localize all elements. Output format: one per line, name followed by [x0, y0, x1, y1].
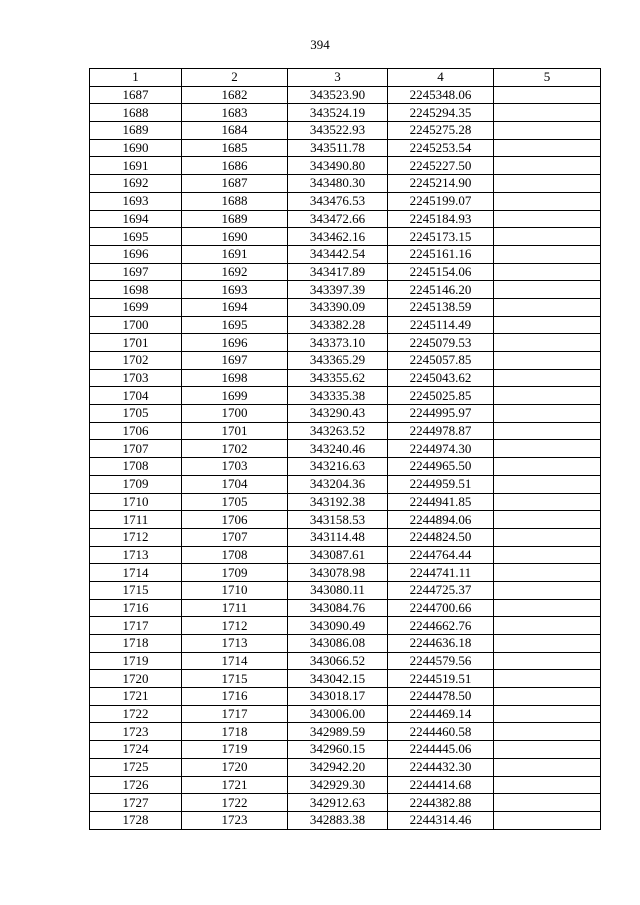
- table-cell: 1718: [90, 635, 182, 653]
- table-cell: 1704: [90, 387, 182, 405]
- table-cell: 1717: [182, 705, 288, 723]
- table-cell: [494, 723, 601, 741]
- table-cell: 343114.48: [288, 528, 388, 546]
- table-row: [90, 564, 601, 582]
- table-cell: [494, 281, 601, 299]
- table-cell: [494, 369, 601, 387]
- table-cell: [494, 210, 601, 228]
- table-cell: [494, 228, 601, 246]
- table-row: [90, 334, 601, 352]
- table-row: [90, 458, 601, 476]
- table-cell: [494, 422, 601, 440]
- table-cell: 1707: [90, 440, 182, 458]
- table-cell: 1704: [182, 475, 288, 493]
- table-cell: 343066.52: [288, 652, 388, 670]
- table-cell: 1685: [182, 139, 288, 157]
- table-row: [90, 157, 601, 175]
- table-cell: 343490.80: [288, 157, 388, 175]
- table-cell: 1713: [182, 635, 288, 653]
- table-cell: 1720: [90, 670, 182, 688]
- table-cell: 2245154.06: [388, 263, 494, 281]
- table-cell: 1691: [182, 245, 288, 263]
- table-cell: 342960.15: [288, 741, 388, 759]
- table-row: [90, 794, 601, 812]
- table-cell: 1708: [182, 546, 288, 564]
- table-cell: 1722: [182, 794, 288, 812]
- table-cell: 2245057.85: [388, 352, 494, 370]
- table-cell: [494, 705, 601, 723]
- table-cell: 2244445.06: [388, 741, 494, 759]
- table-cell: 2245161.16: [388, 245, 494, 263]
- table-cell: [494, 546, 601, 564]
- table-cell: 1711: [182, 599, 288, 617]
- table-cell: 343365.29: [288, 352, 388, 370]
- table-cell: [494, 387, 601, 405]
- table-row: [90, 581, 601, 599]
- table-cell: [494, 794, 601, 812]
- table-cell: 1719: [90, 652, 182, 670]
- table-cell: 1700: [90, 316, 182, 334]
- table-cell: 2245079.53: [388, 334, 494, 352]
- table-row: [90, 316, 601, 334]
- table-cell: 1689: [182, 210, 288, 228]
- table-cell: 1706: [182, 511, 288, 529]
- table-cell: 1707: [182, 528, 288, 546]
- table-row: [90, 139, 601, 157]
- table-cell: 2244995.97: [388, 405, 494, 423]
- table-cell: 343018.17: [288, 688, 388, 706]
- table-cell: 2245184.93: [388, 210, 494, 228]
- table-cell: 2245294.35: [388, 104, 494, 122]
- column-header: 5: [494, 69, 601, 87]
- table-cell: 343158.53: [288, 511, 388, 529]
- table-cell: 1719: [182, 741, 288, 759]
- table-cell: 1702: [90, 352, 182, 370]
- table-cell: 1696: [90, 245, 182, 263]
- table-cell: 342942.20: [288, 758, 388, 776]
- table-cell: 1694: [182, 298, 288, 316]
- table-cell: 1698: [182, 369, 288, 387]
- table-row: [90, 635, 601, 653]
- table-cell: [494, 776, 601, 794]
- table-cell: 1701: [90, 334, 182, 352]
- table-cell: 1708: [90, 458, 182, 476]
- table-cell: 2244519.51: [388, 670, 494, 688]
- table-cell: [494, 139, 601, 157]
- table-row: [90, 705, 601, 723]
- table-cell: 1725: [90, 758, 182, 776]
- table-row: [90, 493, 601, 511]
- column-header: 2: [182, 69, 288, 87]
- table-row: [90, 528, 601, 546]
- table-cell: 2245253.54: [388, 139, 494, 157]
- table-cell: 1682: [182, 86, 288, 104]
- table-cell: 1726: [90, 776, 182, 794]
- table-row: [90, 422, 601, 440]
- table-row: [90, 86, 601, 104]
- table-row: [90, 741, 601, 759]
- table-cell: 1717: [90, 617, 182, 635]
- table-cell: 1723: [90, 723, 182, 741]
- table-cell: 343522.93: [288, 122, 388, 140]
- table-cell: 1705: [182, 493, 288, 511]
- table-cell: 342929.30: [288, 776, 388, 794]
- table-row: [90, 475, 601, 493]
- table-cell: 2245043.62: [388, 369, 494, 387]
- table-row: [90, 440, 601, 458]
- table-row: [90, 387, 601, 405]
- table-cell: [494, 405, 601, 423]
- table-cell: 343462.16: [288, 228, 388, 246]
- table-cell: 2245214.90: [388, 175, 494, 193]
- table-cell: 343204.36: [288, 475, 388, 493]
- table-cell: 1703: [182, 458, 288, 476]
- table-cell: 1710: [182, 581, 288, 599]
- table-row: [90, 405, 601, 423]
- table-cell: [494, 758, 601, 776]
- table-row: [90, 723, 601, 741]
- table-cell: 342883.38: [288, 811, 388, 829]
- table-cell: 343355.62: [288, 369, 388, 387]
- table-row: [90, 245, 601, 263]
- table-cell: 2244314.46: [388, 811, 494, 829]
- table-row: [90, 688, 601, 706]
- table-cell: 2244725.37: [388, 581, 494, 599]
- table-row: [90, 263, 601, 281]
- table-cell: 1697: [182, 352, 288, 370]
- table-cell: 2244978.87: [388, 422, 494, 440]
- table-cell: 1714: [90, 564, 182, 582]
- table-cell: [494, 263, 601, 281]
- table-cell: 1715: [182, 670, 288, 688]
- table-cell: 1705: [90, 405, 182, 423]
- coordinates-table: [89, 68, 601, 830]
- table-cell: 343523.90: [288, 86, 388, 104]
- table-cell: [494, 688, 601, 706]
- table-cell: 343390.09: [288, 298, 388, 316]
- table-cell: 1691: [90, 157, 182, 175]
- table-row: [90, 758, 601, 776]
- table-row: [90, 617, 601, 635]
- table-cell: 1728: [90, 811, 182, 829]
- table-cell: [494, 493, 601, 511]
- table-cell: 1712: [182, 617, 288, 635]
- table-cell: 2245025.85: [388, 387, 494, 405]
- table-cell: 1709: [90, 475, 182, 493]
- table-cell: 2245173.15: [388, 228, 494, 246]
- column-header: 3: [288, 69, 388, 87]
- table-cell: 1699: [90, 298, 182, 316]
- table-cell: 1703: [90, 369, 182, 387]
- table-row: [90, 599, 601, 617]
- table-cell: 343042.15: [288, 670, 388, 688]
- table-cell: [494, 334, 601, 352]
- table-row: [90, 281, 601, 299]
- table-cell: 1706: [90, 422, 182, 440]
- table-row: [90, 776, 601, 794]
- table-cell: 1688: [182, 192, 288, 210]
- table-row: [90, 546, 601, 564]
- table-cell: 1689: [90, 122, 182, 140]
- table-cell: [494, 670, 601, 688]
- table-cell: 343192.38: [288, 493, 388, 511]
- table-row: [90, 298, 601, 316]
- table-cell: 2244974.30: [388, 440, 494, 458]
- table-cell: 1700: [182, 405, 288, 423]
- table-cell: 2245227.50: [388, 157, 494, 175]
- table-row: [90, 228, 601, 246]
- table-cell: 343263.52: [288, 422, 388, 440]
- table-cell: 2244700.66: [388, 599, 494, 617]
- table-cell: 1683: [182, 104, 288, 122]
- table-cell: [494, 635, 601, 653]
- table-cell: 1715: [90, 581, 182, 599]
- table-row: [90, 175, 601, 193]
- table-cell: 1721: [182, 776, 288, 794]
- table-cell: 2244460.58: [388, 723, 494, 741]
- table-cell: 1688: [90, 104, 182, 122]
- table-cell: 2244741.11: [388, 564, 494, 582]
- table-cell: [494, 475, 601, 493]
- table-cell: 343476.53: [288, 192, 388, 210]
- table-cell: 343524.19: [288, 104, 388, 122]
- table-cell: 1690: [90, 139, 182, 157]
- table-cell: [494, 192, 601, 210]
- table-cell: 1720: [182, 758, 288, 776]
- table-cell: 1687: [90, 86, 182, 104]
- table-cell: 343442.54: [288, 245, 388, 263]
- table-cell: 1709: [182, 564, 288, 582]
- table-cell: 1699: [182, 387, 288, 405]
- table-cell: 2245138.59: [388, 298, 494, 316]
- table-cell: 1711: [90, 511, 182, 529]
- table-cell: 1696: [182, 334, 288, 352]
- table-cell: [494, 352, 601, 370]
- table-cell: 2244636.18: [388, 635, 494, 653]
- table-cell: 1695: [90, 228, 182, 246]
- table-row: [90, 670, 601, 688]
- table-cell: 1714: [182, 652, 288, 670]
- table-cell: 2244414.68: [388, 776, 494, 794]
- table-cell: 343335.38: [288, 387, 388, 405]
- table-cell: 343417.89: [288, 263, 388, 281]
- table-cell: 1698: [90, 281, 182, 299]
- table-cell: 1724: [90, 741, 182, 759]
- table-cell: 1692: [182, 263, 288, 281]
- table-cell: 2244824.50: [388, 528, 494, 546]
- column-header: 1: [90, 69, 182, 87]
- table-cell: [494, 458, 601, 476]
- table-cell: 1727: [90, 794, 182, 812]
- table-cell: 343006.00: [288, 705, 388, 723]
- table-cell: 1710: [90, 493, 182, 511]
- table-cell: 342912.63: [288, 794, 388, 812]
- table-cell: 2244478.50: [388, 688, 494, 706]
- table-cell: 1693: [182, 281, 288, 299]
- table-cell: 1686: [182, 157, 288, 175]
- table-cell: 343382.28: [288, 316, 388, 334]
- table-cell: 343511.78: [288, 139, 388, 157]
- table-row: [90, 652, 601, 670]
- table-cell: 1721: [90, 688, 182, 706]
- table-cell: [494, 157, 601, 175]
- table-row: [90, 352, 601, 370]
- table-cell: 1694: [90, 210, 182, 228]
- table-row: [90, 104, 601, 122]
- table-cell: 343080.11: [288, 581, 388, 599]
- table-row: [90, 192, 601, 210]
- table-cell: 1718: [182, 723, 288, 741]
- table-row: [90, 511, 601, 529]
- table-cell: 1697: [90, 263, 182, 281]
- table-cell: 1716: [182, 688, 288, 706]
- table-cell: 2244579.56: [388, 652, 494, 670]
- table-cell: 1693: [90, 192, 182, 210]
- table-header-row: [90, 69, 601, 87]
- table-body: [90, 86, 601, 829]
- table-cell: 1690: [182, 228, 288, 246]
- table-cell: 1692: [90, 175, 182, 193]
- table-cell: 1722: [90, 705, 182, 723]
- table-cell: 1684: [182, 122, 288, 140]
- table-cell: 343397.39: [288, 281, 388, 299]
- table-cell: 2245199.07: [388, 192, 494, 210]
- table-cell: 343472.66: [288, 210, 388, 228]
- table-cell: 1713: [90, 546, 182, 564]
- table-cell: 1723: [182, 811, 288, 829]
- table-cell: 343090.49: [288, 617, 388, 635]
- table-cell: 2245275.28: [388, 122, 494, 140]
- table-row: [90, 811, 601, 829]
- table-cell: 343086.08: [288, 635, 388, 653]
- table-cell: 2244894.06: [388, 511, 494, 529]
- table-cell: 343480.30: [288, 175, 388, 193]
- table-cell: [494, 811, 601, 829]
- table-cell: [494, 511, 601, 529]
- table-cell: 1712: [90, 528, 182, 546]
- table-cell: 343087.61: [288, 546, 388, 564]
- table-row: [90, 210, 601, 228]
- table-cell: [494, 528, 601, 546]
- table-cell: 2244965.50: [388, 458, 494, 476]
- table-cell: 2244941.85: [388, 493, 494, 511]
- table-cell: [494, 175, 601, 193]
- table-cell: 2245348.06: [388, 86, 494, 104]
- table-cell: [494, 316, 601, 334]
- table-row: [90, 122, 601, 140]
- table-cell: 1701: [182, 422, 288, 440]
- table-cell: 2244382.88: [388, 794, 494, 812]
- table-cell: [494, 245, 601, 263]
- table-cell: [494, 440, 601, 458]
- table-cell: 1716: [90, 599, 182, 617]
- table-cell: 2244959.51: [388, 475, 494, 493]
- table-cell: 343240.46: [288, 440, 388, 458]
- table-cell: [494, 741, 601, 759]
- table-row: [90, 369, 601, 387]
- table-cell: 2244764.44: [388, 546, 494, 564]
- table-cell: [494, 564, 601, 582]
- table-cell: 343084.76: [288, 599, 388, 617]
- table-cell: [494, 104, 601, 122]
- table-cell: 2244662.76: [388, 617, 494, 635]
- table-cell: [494, 599, 601, 617]
- table-cell: 1695: [182, 316, 288, 334]
- table-cell: 2244432.30: [388, 758, 494, 776]
- page-number: 394: [310, 37, 330, 52]
- table-cell: 343290.43: [288, 405, 388, 423]
- table-cell: [494, 617, 601, 635]
- table-cell: [494, 122, 601, 140]
- table-cell: 1687: [182, 175, 288, 193]
- table-cell: 2244469.14: [388, 705, 494, 723]
- table-cell: 343373.10: [288, 334, 388, 352]
- table-cell: 343078.98: [288, 564, 388, 582]
- table-cell: 343216.63: [288, 458, 388, 476]
- table-cell: [494, 652, 601, 670]
- table-cell: 1702: [182, 440, 288, 458]
- table-cell: [494, 581, 601, 599]
- table-cell: [494, 298, 601, 316]
- table-cell: 2245114.49: [388, 316, 494, 334]
- table-cell: 2245146.20: [388, 281, 494, 299]
- table-cell: 342989.59: [288, 723, 388, 741]
- column-header: 4: [388, 69, 494, 87]
- table-cell: [494, 86, 601, 104]
